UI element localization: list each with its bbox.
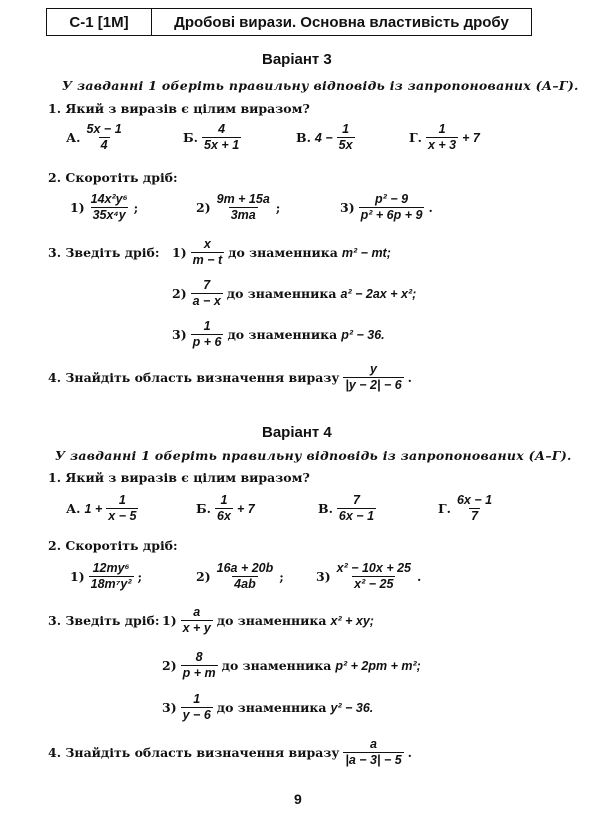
v4-q4: 4. Знайдіть область визначення виразу $\frac{a}{|a - 3| - 5}$ . [48, 737, 413, 767]
v4-q2-item-2: 2) $\frac{16a + 20b}{4ab}$ ; [196, 561, 284, 591]
v4-q1-option-d: Г. $\frac{6x - 1}{7}$ [438, 493, 493, 523]
fraction: $\frac{y}{|y - 2| - 6}$ [345, 362, 402, 392]
fraction: $\frac{\text{12my⁶}}{\text{18m⁷y²}}$ [90, 561, 132, 591]
v3-q1-text: 1. Який з виразів є цілим виразом? [48, 101, 310, 116]
fraction: $\frac{1}{6x}$ [217, 493, 231, 523]
section-title: Дробові вирази. Основна властивість дробу [174, 13, 509, 31]
v3-q4: 4. Знайдіть область визначення виразу $\frac{y}{|y - 2| - 6}$ . [48, 362, 413, 392]
v3-q2-text: 2. Скоротіть дріб: [48, 170, 178, 185]
variant-3-title: Варіант 3 [262, 51, 332, 68]
v3-q3-text: 3. Зведіть дріб: [48, 245, 160, 260]
v4-q3-item-3: 3) $\frac{1}{y - 6}$ до знаменника y² − 36. [162, 692, 374, 722]
v4-q1-option-a: А. 1 + $\frac{1}{x - 5}$ [66, 493, 137, 523]
section-code: С-1 [1М] [47, 9, 152, 35]
v4-q1-option-b: Б. $\frac{1}{6x}$ + 7 [196, 493, 255, 523]
fraction: $\frac{x}{m - t}$ [192, 237, 223, 267]
fraction: $\frac{\text{14x²y⁶}}{\text{35x⁴y}}$ [90, 192, 128, 222]
fraction: $\frac{9m + 15a}{3ma}$ [216, 192, 270, 222]
v4-q1-option-c: В. $\frac{7}{6x - 1}$ [318, 493, 375, 523]
header-table [46, 8, 532, 36]
v4-q2-text: 2. Скоротіть дріб: [48, 538, 178, 553]
v4-q2-item-3: 3) $\frac{\text{x² − 10x + 25}}{\text{x² − 25}}$ . [316, 561, 422, 591]
v3-q1-option-d: Г. $\frac{1}{x + 3}$ + 7 [409, 122, 480, 152]
fraction: $\frac{1}{x + 3}$ [427, 122, 457, 152]
fraction: $\frac{5x - 1}{4}$ [86, 122, 122, 152]
v3-q3-item-1: 1) $\frac{x}{m - t}$ до знаменника m² − mt; [172, 237, 391, 267]
v3-q3-item-3: 3) $\frac{1}{p + 6}$ до знаменника p² − 36. [172, 319, 385, 349]
fraction: $\frac{\text{x² − 10x + 25}}{\text{x² − 25}}$ [336, 561, 411, 591]
v4-q3-text: 3. Зведіть дріб: [48, 613, 160, 628]
v3-q3-item-2: 2) $\frac{7}{a - x}$ до знаменника a² − 2ax + x²; [172, 278, 417, 308]
v3-q1-option-b: Б. $\frac{4}{5x + 1}$ [183, 122, 240, 152]
v3-q2-item-1: 1) $\frac{\text{14x²y⁶}}{\text{35x⁴y}}$ ; [70, 192, 139, 222]
variant-4-instruction: У завданні 1 оберіть правильну відповідь із запропонованих (А–Г). [55, 448, 572, 463]
v3-q2-item-3: 3) $\frac{\text{p² − 9}}{\text{p² + 6p + 9}}$ . [340, 192, 433, 222]
v3-q2-item-2: 2) $\frac{9m + 15a}{3ma}$ ; [196, 192, 281, 222]
variant-3-instruction: У завданні 1 оберіть правильну відповідь із запропонованих (А–Г). [62, 78, 579, 93]
fraction: $\frac{1}{y - 6}$ [182, 692, 211, 722]
fraction: $\frac{1}{x - 5}$ [108, 493, 137, 523]
fraction: $\frac{1}{5x}$ [338, 122, 353, 152]
v3-q1-option-c: В. 4 − $\frac{1}{5x}$ [296, 122, 353, 152]
fraction: $\frac{\text{p² − 9}}{\text{p² + 6p + 9}}$ [360, 192, 423, 222]
fraction: $\frac{7}{a - x}$ [192, 278, 221, 308]
fraction: $\frac{16a + 20b}{4ab}$ [216, 561, 274, 591]
fraction: $\frac{a}{|a - 3| - 5}$ [345, 737, 402, 767]
v4-q3-item-1: 1) $\frac{a}{x + y}$ до знаменника x² + xy; [162, 605, 374, 635]
fraction: $\frac{4}{5x + 1}$ [204, 122, 240, 152]
v4-q2-item-1: 1) $\frac{\text{12my⁶}}{\text{18m⁷y²}}$ ; [70, 561, 143, 591]
v3-q1-option-a: А. $\frac{5x - 1}{4}$ [66, 122, 122, 152]
variant-4-title: Варіант 4 [262, 424, 332, 441]
fraction: $\frac{1}{p + 6}$ [192, 319, 222, 349]
v4-q3-item-2: 2) $\frac{8}{p + m}$ до знаменника p² + 2pm + m²; [162, 650, 421, 680]
fraction: $\frac{a}{x + y}$ [182, 605, 211, 635]
v4-q1-text: 1. Який з виразів є цілим виразом? [48, 470, 310, 485]
fraction: $\frac{8}{p + m}$ [182, 650, 216, 680]
fraction: $\frac{7}{6x - 1}$ [338, 493, 375, 523]
page-number: 9 [294, 791, 302, 807]
fraction: $\frac{6x - 1}{7}$ [456, 493, 493, 523]
